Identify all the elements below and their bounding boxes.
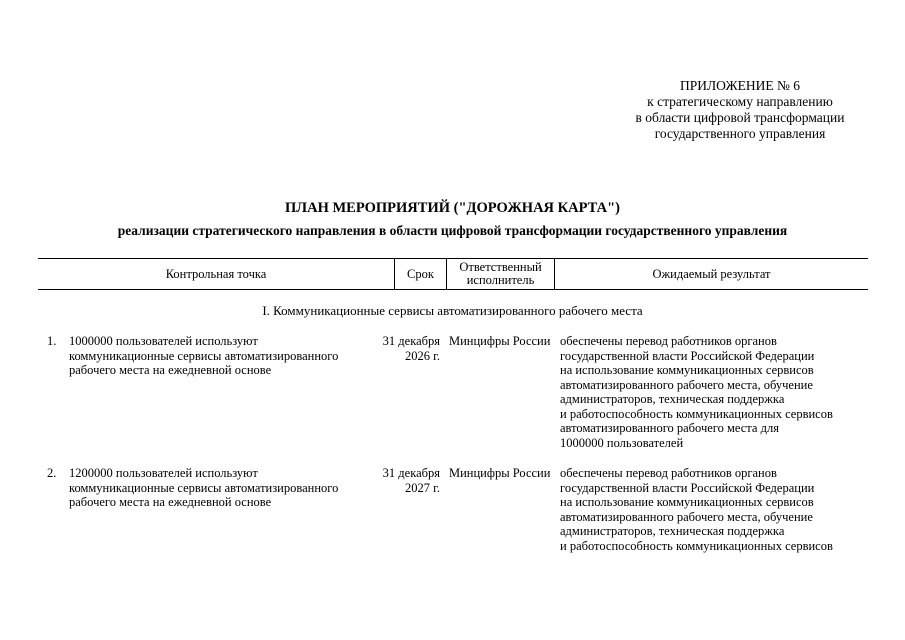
result-line: обеспечены перевод работников органов: [560, 466, 777, 480]
roadmap-table: [38, 258, 868, 290]
row-number: 1.: [47, 334, 57, 348]
document-title: ПЛАН МЕРОПРИЯТИЙ ("ДОРОЖНАЯ КАРТА"): [285, 200, 620, 216]
result-line: администраторов, техническая поддержка: [560, 392, 785, 406]
result-line: администраторов, техническая поддержка: [560, 524, 785, 538]
checkpoint-line: коммуникационные сервисы автоматизированного: [69, 480, 339, 495]
result-line: обеспечены перевод работников органов: [560, 334, 777, 348]
checkpoint-line: рабочего места на ежедневной основе: [69, 495, 272, 509]
checkpoint-line: 1200000 пользователей используют: [69, 466, 258, 480]
row-executor: Минцифры России: [449, 466, 551, 480]
section-title: I. Коммуникационные сервисы автоматизированного рабочего места: [262, 303, 643, 318]
appendix-line: в области цифровой трансформации: [635, 110, 845, 125]
appendix-line: ПРИЛОЖЕНИЕ № 6: [679, 78, 801, 93]
header-deadline: Срок: [407, 266, 434, 281]
header-result: Ожидаемый результат: [652, 266, 771, 281]
result-line: 1000000 пользователей: [560, 435, 684, 450]
checkpoint-line: рабочего места на ежедневной основе: [69, 363, 272, 377]
header-executor: [447, 259, 554, 289]
result-line: автоматизированного рабочего места для: [560, 421, 779, 435]
result-line: автоматизированного рабочего места, обучение: [560, 509, 813, 524]
result-line: на использование коммуникационных сервисов: [560, 363, 814, 377]
row-executor: Минцифры России: [449, 334, 551, 348]
document-subtitle: реализации стратегического направления в области цифровой трансформации государственного управления: [117, 223, 788, 238]
row-checkpoint: [69, 466, 369, 510]
row-deadline: [372, 334, 440, 363]
header-executor-line: исполнитель: [466, 273, 535, 287]
result-line: государственной власти Российской Федерации: [560, 348, 815, 363]
deadline-line: 2026 г.: [405, 348, 440, 363]
checkpoint-line: 1000000 пользователей используют: [69, 334, 258, 348]
result-line: и работоспособность коммуникационных сервисов: [560, 538, 833, 553]
result-line: автоматизированного рабочего места, обучение: [560, 377, 813, 392]
row-checkpoint: [69, 334, 369, 378]
row-deadline: [372, 466, 440, 495]
result-line: и работоспособность коммуникационных сервисов: [560, 406, 833, 421]
appendix-line: государственного управления: [654, 126, 826, 141]
deadline-line: 31 декабря: [382, 334, 440, 348]
row-number: 2.: [47, 466, 57, 480]
appendix-header: [600, 78, 880, 142]
header-checkpoint: Контрольная точка: [165, 266, 267, 281]
checkpoint-line: коммуникационные сервисы автоматизированного: [69, 348, 339, 363]
table-header: [38, 258, 868, 290]
result-line: на использование коммуникационных сервисов: [560, 495, 814, 509]
deadline-line: 31 декабря: [382, 466, 440, 480]
header-executor-line: Ответственный: [459, 260, 542, 274]
appendix-line: к стратегическому направлению: [647, 94, 833, 109]
row-result: [560, 334, 865, 450]
row-result: [560, 466, 865, 553]
deadline-line: 2027 г.: [405, 480, 440, 495]
result-line: государственной власти Российской Федерации: [560, 480, 815, 495]
